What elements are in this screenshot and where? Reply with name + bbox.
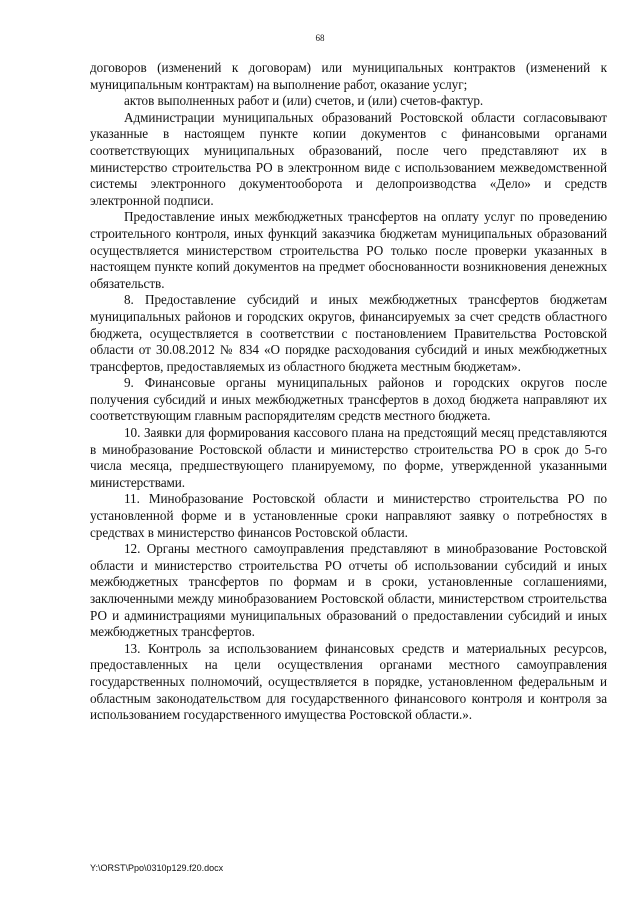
paragraph-acts: актов выполненных работ и (или) счетов, и (или) счетов-фактур. [124, 93, 484, 109]
paragraph-contracts: договоров (изменений к договорам) или муниципальных контрактов (изменений к муниципальным контрактам) на выполнение работ, оказание услуг; [90, 60, 607, 92]
paragraph-item-9: 9. Финансовые органы муниципальных районов и городских округов после получения субсидий и иных межбюджетных трансфертов в доход бюджета направляют их соответствующим главным распорядителям средств местного бюджета. [90, 375, 607, 424]
paragraph-item-10: 10. Заявки для формирования кассового плана на предстоящий месяц представляются в минобразование Ростовской области и министерство строительства РО в срок до 5-го числа месяца, предшествующего планируемому, по форме, утвержденной указанными министерствами. [90, 425, 607, 490]
document-body [90, 60, 607, 724]
paragraph-construction-control: Предоставление иных межбюджетных трансфертов на оплату услуг по проведению строительного контроля, иных функций заказчика бюджетам муниципальных образований осуществляется министерством строительства РО только после проверки указанных в настоящем пункте копий документов на предмет обоснованности возникновения денежных обязательств. [90, 209, 607, 291]
paragraph-item-11: 11. Минобразование Ростовской области и министерство строительства РО по установленной форме и в установленные сроки направляют заявку о потребностях в средствах в министерство финансов Ростовской области. [90, 491, 607, 540]
paragraph-item-8: 8. Предоставление субсидий и иных межбюджетных трансфертов бюджетам муниципальных районов и городских округов, финансируемых за счет средств областного бюджета, осуществляется в соответствии с постановлением Правительства Ростовской области от 30.08.2012 № 834 «О порядке расходования субсидий и иных межбюджетных трансфертов, предоставляемых из областного бюджета местным бюджетам». [90, 292, 607, 374]
file-path-footer: Y:\ORST\Ppo\0310p129.f20.docx [90, 863, 224, 873]
page-number: 68 [315, 33, 325, 43]
paragraph-item-13: 13. Контроль за использованием финансовых средств и материальных ресурсов, предоставленных на цели осуществления органами местного самоуправления государственных полномочий, осуществляется в порядке, установленном федеральным и областным законодательством для государственного финансового контроля и контроля за использованием государственного имущества Ростовской области.». [90, 640, 607, 723]
paragraph-administrations: Администрации муниципальных образований Ростовской области согласовывают указанные в настоящем пункте копии документов с финансовыми органами соответствующих муниципальных образований, после чего представляют их в министерство строительства РО в электронном виде с использованием межведомственной системы электронного документооборота и делопроизводства «Дело» и средств электронной подписи. [90, 109, 607, 208]
paragraph-item-12: 12. Органы местного самоуправления представляют в минобразование Ростовской области и министерство строительства РО отчеты об использовании субсидий и иных межбюджетных трансфертов по формам и в сроки, установленные соглашениями, заключенными между минобразованием Ростовской области, министерством строительства РО и администрациями муниципальных образований о предоставлении субсидий и иных межбюджетных трансфертов. [90, 541, 607, 640]
